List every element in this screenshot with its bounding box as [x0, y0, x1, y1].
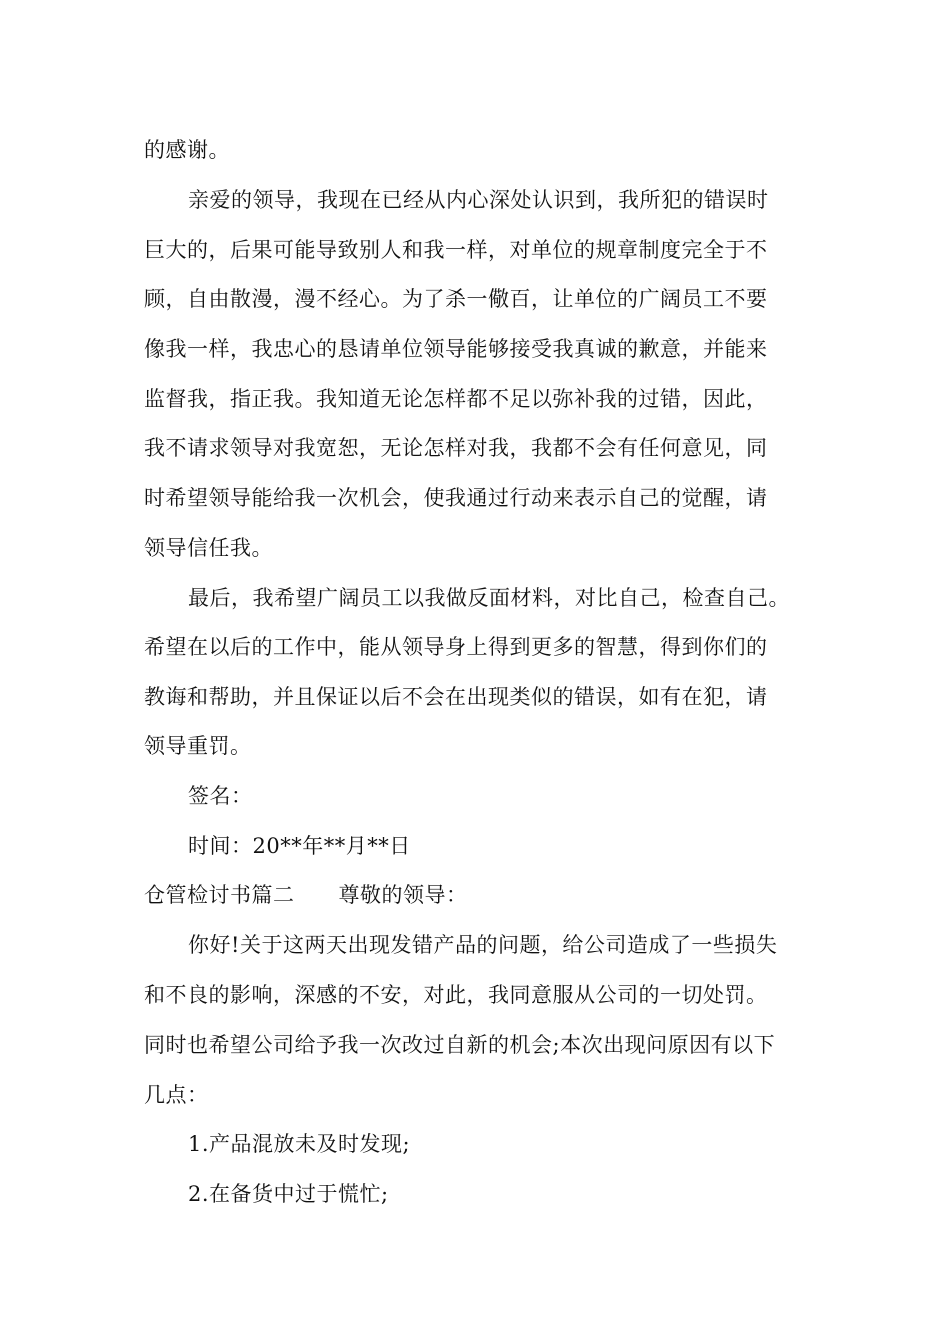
text-line: 同时也希望公司给予我一次改过自新的机会;本次出现问原因有以下 [144, 1033, 776, 1057]
text-line: 的感谢。 [144, 138, 230, 162]
salutation: 尊敬的领导： [338, 883, 468, 907]
text-line: 我不请求领导对我宽恕，无论怎样对我，我都不会有任何意见，同 [144, 436, 768, 460]
text-line: 监督我，指正我。我知道无论怎样都不足以弥补我的过错，因此， [144, 387, 768, 411]
paragraph-start: 你好!关于这两天出现发错产品的问题，给公司造成了一些损失 [188, 933, 778, 957]
paragraph-start: 亲爱的领导，我现在已经从内心深处认识到，我所犯的错误时 [188, 188, 769, 212]
text-line: 几点： [144, 1083, 209, 1107]
text-line: 领导重罚。 [144, 734, 252, 758]
text-line: 巨大的，后果可能导致别人和我一样，对单位的规章制度完全于不 [144, 238, 768, 262]
list-item: 2.在备货中过于慌忙; [188, 1182, 389, 1206]
paragraph-start: 最后，我希望广阔员工以我做反面材料，对比自己，检查自己。 [188, 586, 790, 610]
date-line: 时间：20**年**月**日 [188, 834, 411, 858]
text-line: 顾，自由散漫，漫不经心。为了杀一儆百，让单位的广阔员工不要 [144, 287, 768, 311]
list-item: 1.产品混放未及时发现; [188, 1132, 411, 1156]
text-line: 和不良的影响，深感的不安，对此，我同意服从公司的一切处罚。 [144, 983, 768, 1007]
text-line: 时希望领导能给我一次机会，使我通过行动来表示自己的觉醒，请 [144, 486, 768, 510]
text-line: 希望在以后的工作中，能从领导身上得到更多的智慧，得到你们的 [144, 635, 768, 659]
text-line: 领导信任我。 [144, 536, 273, 560]
signature-label: 签名： [188, 784, 253, 808]
section-title: 仓管检讨书篇二 [144, 883, 295, 907]
section-heading-line [144, 880, 468, 910]
text-line: 像我一样，我忠心的恳请单位领导能够接受我真诚的歉意，并能来 [144, 337, 768, 361]
text-line: 教诲和帮助，并且保证以后不会在出现类似的错误，如有在犯，请 [144, 685, 768, 709]
